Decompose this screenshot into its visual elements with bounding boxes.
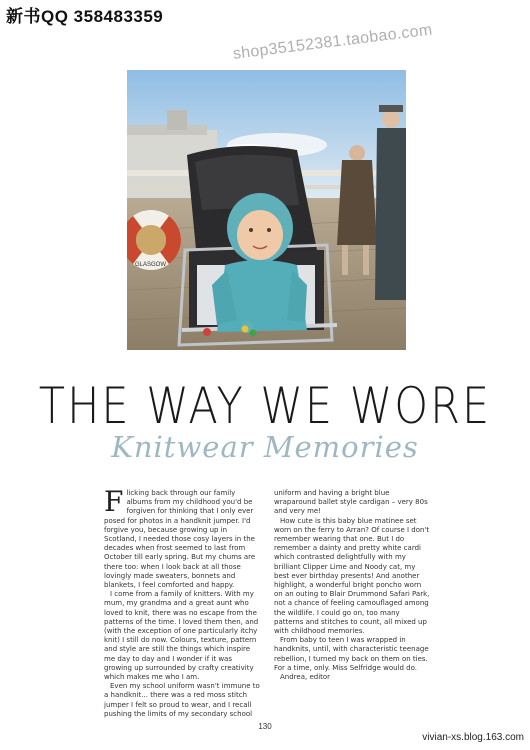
page-subtitle: Knitwear Memories: [111, 430, 419, 464]
hero-photo: [127, 70, 406, 350]
article-paragraph: Even my school uniform wasn't immune to a handknit... there was a red moss stitch jumper I felt so proud to wear, and I recall pushing the limits of my secondary school uniform and having a bright blue wraparound ballet style cardigan – very 80s and very me!: [104, 489, 428, 718]
article-paragraph: How cute is this baby blue matinee set worn on the ferry to Arran? Of course I don't remember wearing that one. But I do remember a dainty and pretty white cardi which contrasted delightfully with my brilliant Clipper Lime and Noody cat, my best ever birthday presents! And another highlight, a wonderful bright poncho worn on an outing to Blair Drummond Safari Park, not a chance of feeling camouflaged among the wildlife. I could go on, too many patterns and stitches to count, all mixed up with childhood memories.: [274, 516, 430, 636]
article-paragraph: I come from a family of knitters. With my mum, my grandma and a great aunt who loved to knit, there was no escape from the patterns of the time. I loved them then, and (with the exception of one particularly itchy knit) I still do now. Colours, texture, pattern and style are still the things which inspire me day to day and I wonder if it was growing up surrounded by crafty creativity which makes me who I am.: [104, 590, 259, 682]
watermark-bottom-right: vivian-xs.blog.163.com: [422, 732, 524, 743]
article-paragraph: From baby to teen I was wrapped in handknits, until, with characteristic teenage rebellion, I turned my back on them on ties. For a time, only. Miss Selfridge would do.: [274, 636, 429, 672]
baby-in-pram-photo: [127, 70, 406, 350]
article-signature: Andrea, editor: [280, 673, 331, 682]
article-paragraph: Flicking back through our family albums from my childhood you'd be forgiven for thinking that I only ever posed for photos in a handknit jumper. I'd forgive you, because growing up in Scotland, I needed those cosy layers in the decades when frost seemed to last from October till early spring. But my chums are there too: when I look back at all those lovingly made sweaters, bonnets and blankets, I feel comforted and happy.: [104, 485, 256, 590]
watermark-top-left: 新书QQ 358483359: [6, 7, 164, 26]
article-body: [104, 485, 431, 721]
lifebuoy-text: GLASGOW: [135, 262, 167, 268]
page-title: THE WAY WE WORE: [38, 378, 492, 436]
watermark-shop: shop35152381.taobao.com: [232, 21, 434, 63]
page-number: 130: [258, 722, 272, 731]
drop-cap: F: [104, 485, 124, 518]
